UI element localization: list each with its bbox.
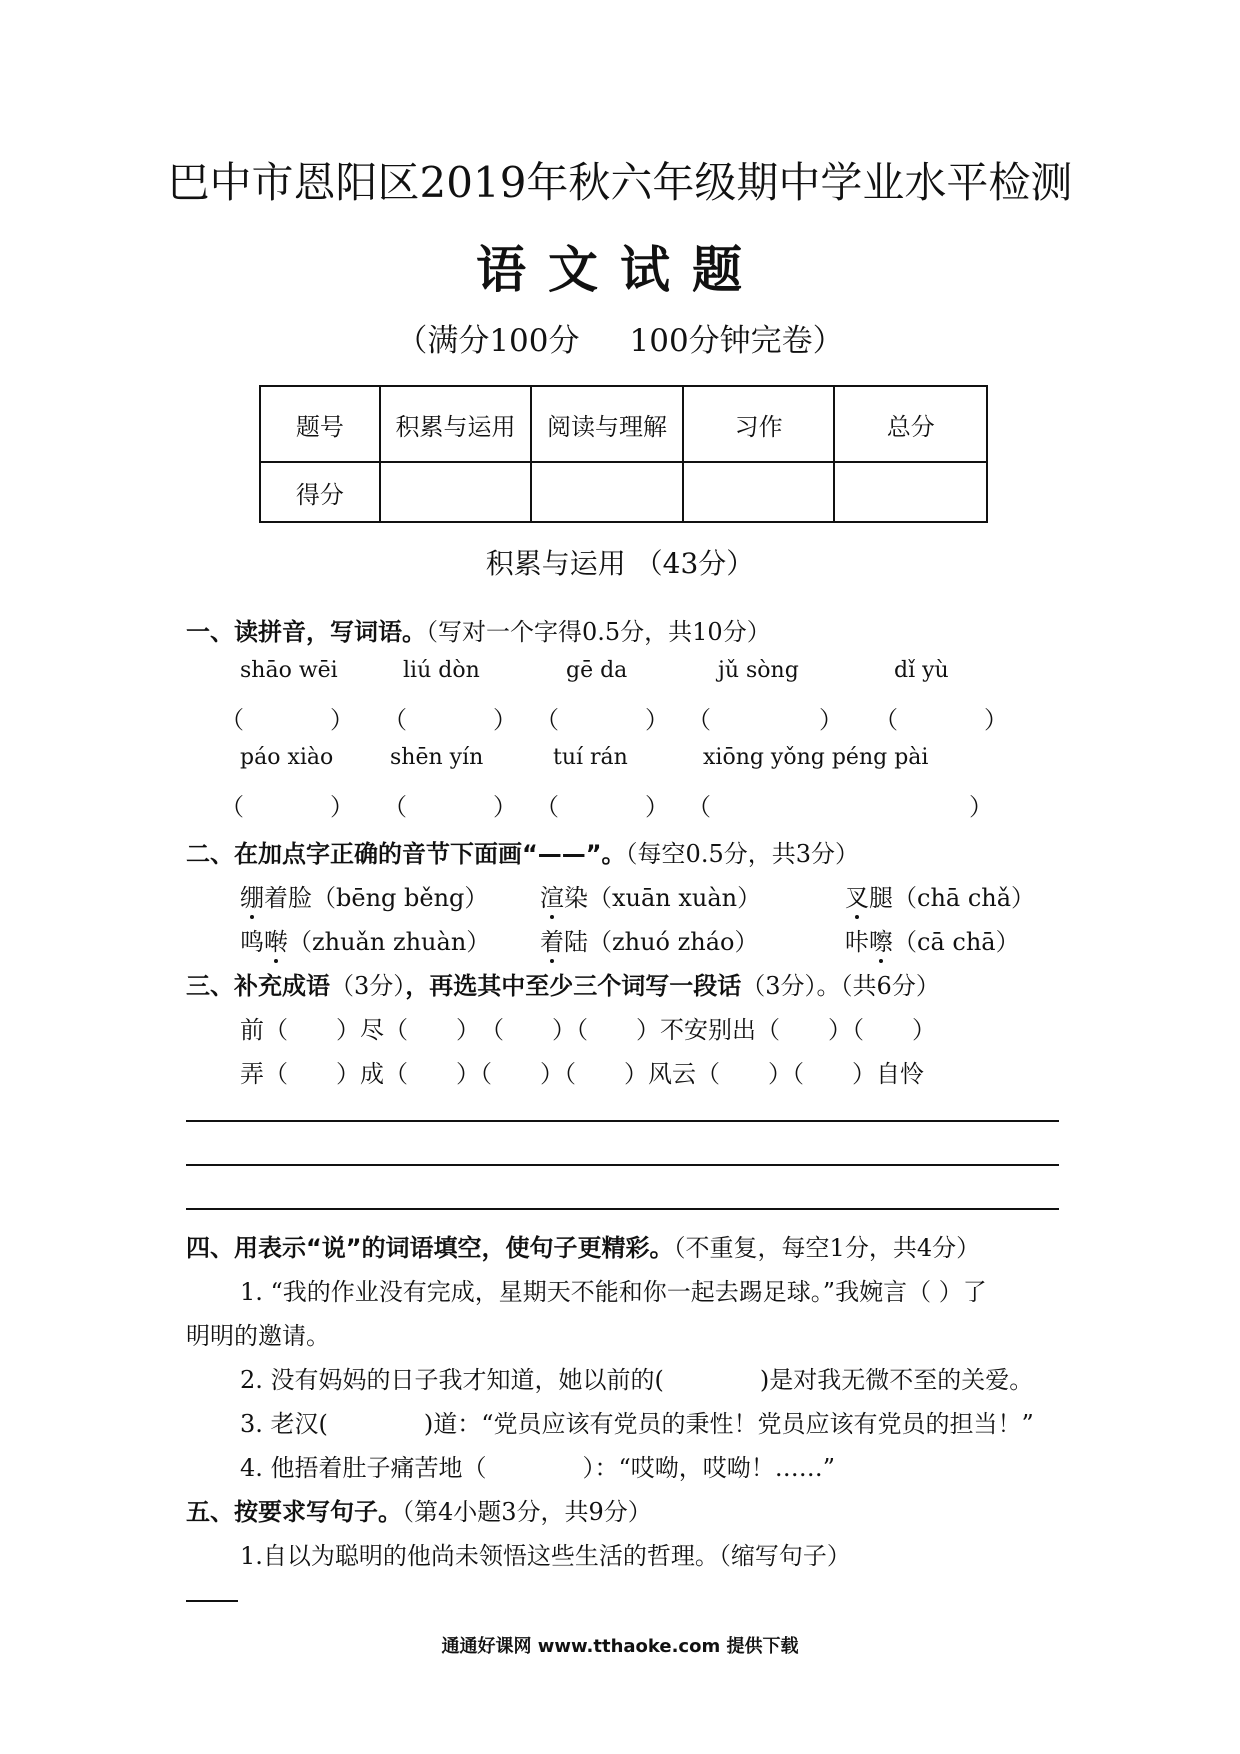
exam-info bbox=[0, 315, 1240, 360]
pinyin-item: xiōng yǒng péng pài bbox=[703, 745, 929, 770]
answer-blank[interactable]: （ ） bbox=[535, 706, 669, 734]
score-table-cell: 积累与运用 bbox=[380, 386, 532, 462]
dotted-char: 叉 bbox=[845, 878, 869, 913]
dotted-char: 嚓 bbox=[869, 922, 893, 957]
choice-text: 染（xuān xuàn） bbox=[564, 884, 762, 912]
dotted-char: 着 bbox=[540, 922, 564, 957]
exam-header-title: 巴中市恩阳区2019年秋六年级期中学业水平检测 bbox=[167, 158, 1073, 207]
pinyin-choice[interactable] bbox=[845, 922, 1020, 957]
question-heading: 四、用表示“说”的词语填空，使句子更精彩。 bbox=[186, 1234, 674, 1262]
full-score: （满分100分 bbox=[396, 323, 580, 359]
score-table-score-row bbox=[260, 462, 987, 522]
pinyin-choice[interactable] bbox=[540, 922, 759, 957]
writing-line[interactable] bbox=[186, 1208, 1059, 1210]
pinyin-item: tuí rán bbox=[553, 745, 628, 770]
subject-title: 语文试题 bbox=[476, 240, 764, 299]
question-3-heading bbox=[186, 966, 940, 1001]
question-heading: ，再选其中至少三个词写一段话 bbox=[405, 972, 742, 1000]
question-score: （不重复，每空1分，共4分） bbox=[673, 1234, 981, 1262]
score-table-cell: 总分 bbox=[834, 386, 987, 462]
question-score: （每空0.5分，共3分） bbox=[625, 840, 859, 868]
pinyin-item: shāo wēi bbox=[240, 658, 338, 683]
question-score: （3分） bbox=[330, 972, 406, 1000]
writing-line[interactable] bbox=[186, 1120, 1059, 1122]
answer-blank[interactable]: （ ） bbox=[874, 706, 1008, 734]
answer-blank[interactable]: （ ） bbox=[383, 793, 517, 821]
question-heading: 一、读拼音，写词语。 bbox=[186, 618, 426, 646]
idiom-row[interactable]: 弄（ ）成（ ）（ ）（ ）风云（ ）（ ）自怜 bbox=[240, 1060, 924, 1088]
idiom-row[interactable]: 前（ ）尽（ ） （ ）（ ）不安别出（ ）（ ） bbox=[240, 1016, 936, 1044]
pinyin-choice[interactable] bbox=[240, 922, 490, 957]
choice-text: 腿（chā chǎ） bbox=[869, 884, 1036, 912]
pinyin-item: jǔ sòng bbox=[718, 658, 799, 683]
pinyin-choice[interactable] bbox=[540, 878, 761, 913]
score-table-cell: 阅读与理解 bbox=[531, 386, 683, 462]
answer-line[interactable] bbox=[186, 1600, 238, 1602]
sentence-item[interactable]: 4. 他捂着肚子痛苦地（ ）：“哎呦，哎呦！……” bbox=[240, 1454, 836, 1482]
score-blank-cell[interactable] bbox=[531, 462, 683, 522]
score-table bbox=[259, 385, 988, 523]
sentence-item[interactable]: 2. 没有妈妈的日子我才知道，她以前的( )是对我无微不至的关爱。 bbox=[240, 1366, 1034, 1394]
score-blank-cell[interactable] bbox=[834, 462, 987, 522]
dotted-char: 绷 bbox=[240, 878, 264, 913]
dotted-char: 渲 bbox=[540, 878, 564, 913]
choice-prefix: 咔 bbox=[845, 928, 869, 956]
choice-text: （cā chā） bbox=[893, 928, 1020, 956]
question-4-heading bbox=[186, 1228, 980, 1263]
answer-blank[interactable]: （ ） bbox=[220, 793, 354, 821]
pinyin-item: páo xiào bbox=[240, 745, 334, 770]
score-table-cell: 习作 bbox=[683, 386, 835, 462]
pinyin-choice[interactable] bbox=[240, 878, 488, 913]
answer-blank[interactable]: （ ） bbox=[220, 706, 354, 734]
question-heading: 五、按要求写句子。 bbox=[186, 1498, 402, 1526]
time-limit: 100分钟完卷） bbox=[629, 323, 844, 359]
answer-blank[interactable]: （ ） bbox=[687, 706, 843, 734]
question-score: （3分）。（共6分） bbox=[741, 972, 940, 1000]
question-5-heading bbox=[186, 1492, 652, 1527]
sentence-item[interactable]: 3. 老汉( )道：“党员应该有党员的秉性！党员应该有党员的担当！” bbox=[240, 1410, 1034, 1438]
choice-text: 陆（zhuó zháo） bbox=[564, 928, 759, 956]
sentence-item: 1.自以为聪明的他尚未领悟这些生活的哲理。（缩写句子） bbox=[240, 1542, 851, 1570]
sentence-item: 明明的邀请。 bbox=[186, 1322, 330, 1350]
pinyin-choice[interactable] bbox=[845, 878, 1035, 913]
writing-line[interactable] bbox=[186, 1164, 1059, 1166]
pinyin-item: gē da bbox=[566, 658, 628, 683]
question-heading: 三、补充成语 bbox=[186, 972, 330, 1000]
score-table-cell: 题号 bbox=[260, 386, 380, 462]
question-score: （第4小题3分，共9分） bbox=[402, 1498, 652, 1526]
pinyin-item: dǐ yù bbox=[894, 658, 949, 683]
question-2-heading bbox=[186, 834, 859, 869]
pinyin-item: liú dòn bbox=[403, 658, 480, 683]
answer-blank[interactable]: （ ） bbox=[687, 793, 993, 821]
answer-blank[interactable]: （ ） bbox=[535, 793, 669, 821]
pinyin-item: shēn yín bbox=[390, 745, 484, 770]
answer-blank[interactable]: （ ） bbox=[383, 706, 517, 734]
score-table-header-row bbox=[260, 386, 987, 462]
choice-text: （zhuǎn zhuàn） bbox=[288, 928, 491, 956]
section-title: 积累与运用 （43分） bbox=[485, 547, 755, 580]
footer-watermark: 通通好课网 www.tthaoke.com 提供下载 bbox=[441, 1636, 799, 1657]
sentence-item[interactable]: 1. “我的作业没有完成，星期天不能和你一起去踢足球。”我婉言（ ）了 bbox=[240, 1278, 987, 1306]
choice-text: 着脸（bēng běng） bbox=[264, 884, 489, 912]
score-blank-cell[interactable] bbox=[683, 462, 835, 522]
score-blank-cell[interactable] bbox=[380, 462, 532, 522]
question-heading: 二、在加点字正确的音节下面画“——”。 bbox=[186, 840, 626, 868]
score-table-cell: 得分 bbox=[260, 462, 380, 522]
question-1-heading bbox=[186, 612, 771, 647]
question-score: （写对一个字得0.5分，共10分） bbox=[426, 618, 771, 646]
dotted-char: 啭 bbox=[264, 922, 288, 957]
choice-prefix: 鸣 bbox=[240, 928, 264, 956]
